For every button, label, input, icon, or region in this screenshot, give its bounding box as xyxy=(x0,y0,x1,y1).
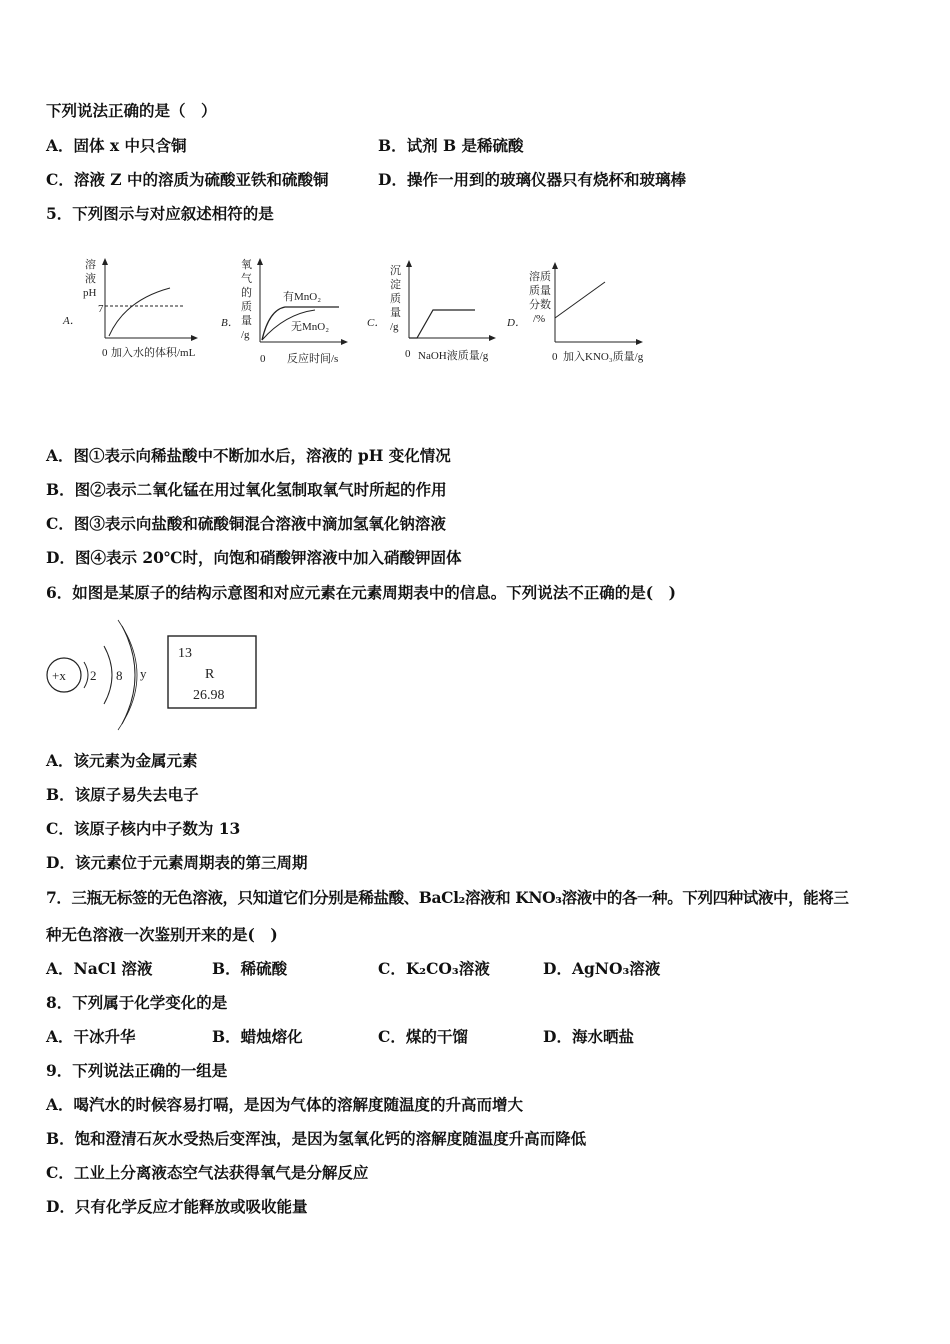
cell-atomic-number: 13 xyxy=(178,646,192,661)
q4-option-d: D．操作一用到的玻璃仪器只有烧杯和玻璃棒 xyxy=(378,170,686,189)
graph-b xyxy=(221,257,348,365)
q5-option-a: A．图①表示向稀盐酸中不断加水后，溶液的 pH 变化情况 xyxy=(46,446,451,465)
graph-c-ylabel-5: /g xyxy=(390,321,399,333)
q9-option-b: B．饱和澄清石灰水受热后变浑浊，是因为氢氧化钙的溶解度随温度升高而降低 xyxy=(46,1129,587,1148)
q4-option-a: A．固体 x 中只含铜 xyxy=(46,136,187,155)
q7-option-b: B．稀硫酸 xyxy=(212,959,288,978)
shell-3-electrons: y xyxy=(140,666,147,681)
graph-d-letter: D． xyxy=(507,317,526,329)
graph-d-ylabel-1: 溶质 xyxy=(529,271,551,283)
cell-symbol: R xyxy=(205,667,215,682)
q5-option-b: B．图②表示二氧化锰在用过氧化氢制取氧气时所起的作用 xyxy=(46,480,447,499)
graph-a-xlabel: 加入水的体积/mL xyxy=(111,347,196,359)
graph-d-ylabel-3: 分数 xyxy=(529,299,551,311)
q6-stem: 6．如图是某原子的结构示意图和对应元素在元素周期表中的信息。下列说法不正确的是( ) xyxy=(46,583,676,602)
q8-stem: 8．下列属于化学变化的是 xyxy=(46,993,228,1012)
shell-3-arc xyxy=(122,626,135,724)
graph-d-ylabel-4: /% xyxy=(533,313,546,325)
q9-option-d: D．只有化学反应才能释放或吸收能量 xyxy=(46,1197,308,1216)
q7-option-d: D．AgNO₃溶液 xyxy=(543,959,661,978)
q6-figure xyxy=(44,612,274,737)
graph-d-origin: 0 xyxy=(552,351,558,363)
graph-a-ylabel-2: 液 xyxy=(85,273,96,285)
graph-c xyxy=(367,260,496,362)
shell-2-arc xyxy=(104,646,112,704)
graph-b-ylabel-1: 氧 xyxy=(241,259,252,271)
q5-option-c: C．图③表示向盐酸和硫酸铜混合溶液中滴加氢氧化钠溶液 xyxy=(46,514,446,533)
graph-b-ylabel-6: /g xyxy=(241,329,250,341)
shell-1-arc xyxy=(84,662,88,688)
graph-b-xlabel: 反应时间/s xyxy=(287,353,339,365)
q6-option-d: D．该元素位于元素周期表的第三周期 xyxy=(46,853,308,872)
q4-option-b: B．试剂 B 是稀硫酸 xyxy=(378,136,524,155)
q4-stem: 下列说法正确的是（ ） xyxy=(46,101,217,120)
graph-b-origin: 0 xyxy=(260,353,266,365)
graph-a xyxy=(62,257,198,359)
graph-d-curve xyxy=(555,282,605,318)
graph-c-curve xyxy=(409,310,475,338)
graph-a-letter: A． xyxy=(63,315,81,327)
atom-diagram xyxy=(47,620,147,730)
graph-c-ylabel-1: 沉 xyxy=(390,265,401,277)
graph-b-ylabel-4: 质 xyxy=(241,301,252,313)
q6-option-a: A．该元素为金属元素 xyxy=(46,751,198,770)
graph-c-xlabel: NaOH液质量/g xyxy=(418,350,489,362)
graph-a-ylabel-1: 溶 xyxy=(85,259,96,271)
q7-option-a: A．NaCl 溶液 xyxy=(46,959,153,978)
graph-d-ylabel-2: 质量 xyxy=(529,285,551,297)
q4-option-c: C．溶液 Z 中的溶质为硫酸亚铁和硫酸铜 xyxy=(46,170,329,189)
q5-graphs xyxy=(55,250,675,380)
shell-2-electrons: 8 xyxy=(116,668,123,683)
q7-stem-line2: 种无色溶液一次鉴别开来的是( ) xyxy=(46,925,278,944)
cell-atomic-mass: 26.98 xyxy=(193,688,225,703)
q9-option-c: C．工业上分离液态空气法获得氧气是分解反应 xyxy=(46,1163,369,1182)
graph-c-ylabel-3: 质 xyxy=(390,293,401,305)
graph-b-ylabel-3: 的 xyxy=(241,287,252,299)
graph-a-ylabel-3: pH xyxy=(83,287,97,299)
graph-b-ylabel-2: 气 xyxy=(241,273,252,285)
graph-a-mark-7: 7 xyxy=(98,303,104,315)
q9-stem: 9．下列说法正确的一组是 xyxy=(46,1061,228,1080)
shell-1-electrons: 2 xyxy=(90,668,97,683)
q8-option-c: C．煤的干馏 xyxy=(378,1027,468,1046)
graph-a-origin: 0 xyxy=(102,347,108,359)
q5-option-d: D．图④表示 20℃时，向饱和硝酸钾溶液中加入硝酸钾固体 xyxy=(46,548,462,567)
q7-stem-line1: 7．三瓶无标签的无色溶液，只知道它们分别是稀盐酸、BaCl₂溶液和 KNO₃溶液中的各一种。下列四种试液中，能将三 xyxy=(46,888,849,907)
q5-stem: 5．下列图示与对应叙述相符的是 xyxy=(46,204,274,223)
q9-option-a: A．喝汽水的时候容易打嗝，是因为气体的溶解度随温度的升高而增大 xyxy=(46,1095,524,1114)
graph-d-xlabel: 加入KNO₃质量/g xyxy=(563,351,644,363)
graph-c-ylabel-4: 量 xyxy=(390,307,401,319)
graph-c-origin: 0 xyxy=(405,348,411,360)
q6-option-c: C．该原子核内中子数为 13 xyxy=(46,819,241,838)
q7-option-c: C．K₂CO₃溶液 xyxy=(378,959,490,978)
q8-option-b: B．蜡烛熔化 xyxy=(212,1027,303,1046)
graph-d xyxy=(506,262,644,363)
graph-b-letter: B． xyxy=(221,317,239,329)
q6-option-b: B．该原子易失去电子 xyxy=(46,785,199,804)
nucleus-charge: +x xyxy=(52,668,66,683)
graph-c-letter: C． xyxy=(367,317,386,329)
graph-b-curve2-label: 无MnO₂ xyxy=(291,321,330,333)
periodic-cell xyxy=(168,636,256,708)
q8-option-a: A．干冰升华 xyxy=(46,1027,136,1046)
graph-b-ylabel-5: 量 xyxy=(241,315,252,327)
graph-a-curve xyxy=(109,288,170,336)
q8-option-d: D．海水晒盐 xyxy=(543,1027,634,1046)
graph-c-ylabel-2: 淀 xyxy=(390,279,401,291)
graph-b-curve1-label: 有MnO₂ xyxy=(283,291,322,303)
